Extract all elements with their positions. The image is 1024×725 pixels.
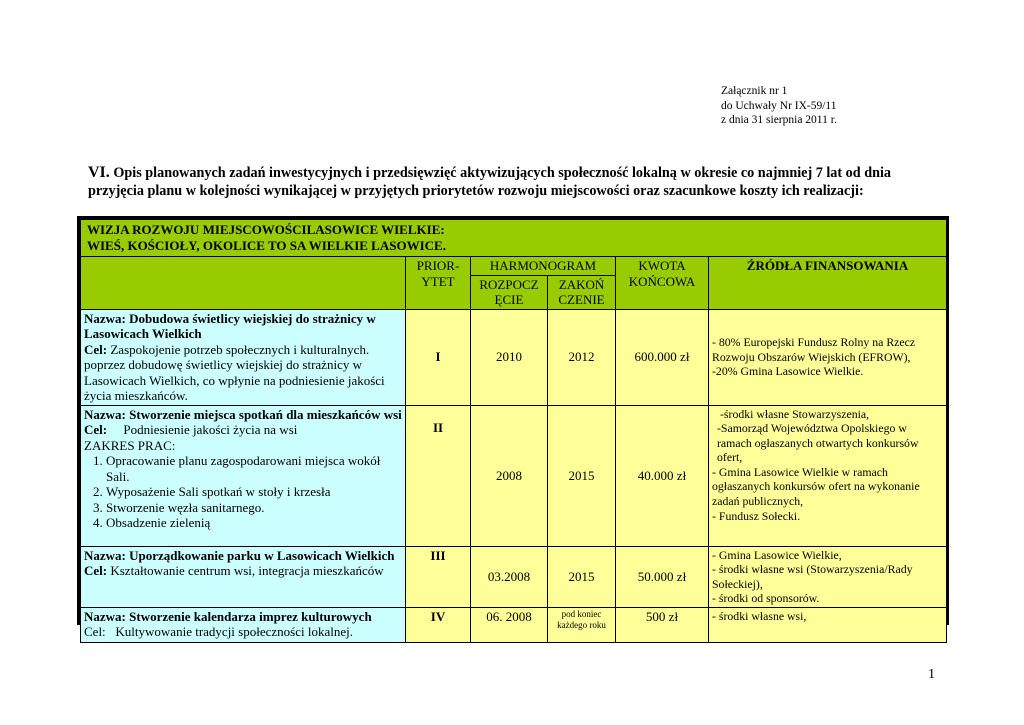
task-priority: II	[406, 405, 471, 546]
source-line: - 80% Europejski Fundusz Rolny na Rzecz Rozwoju Obszarów Wiejskich (EFROW),	[712, 335, 916, 364]
attachment-line-1: Załącznik nr 1	[721, 85, 788, 97]
source-line: - Fundusz Sołecki.	[712, 508, 801, 523]
list-item: 4. Obsadzenie zielenią	[106, 515, 402, 531]
task-description	[81, 607, 406, 642]
source-line: - środki własne wsi,	[712, 608, 807, 623]
tasks-table	[77, 216, 949, 640]
name-label: Nazwa:	[84, 608, 126, 624]
task-sources	[709, 607, 947, 642]
task-sources	[709, 309, 947, 405]
goal-label: Cel:	[84, 422, 108, 437]
source-line: -środki własne Stowarzyszenia,	[720, 406, 870, 421]
section-title: Opis planowanych zadań inwestycyjnych i przedsięwzięć aktywizujących społeczność lokalną w okresie co najmniej 7 lat od dnia przyjęcia planu w kolejności wynikającej w przyjętych priorytetów rozwoju miejscowości oraz szacunkowe koszty ich realizacji:	[88, 165, 892, 199]
task-name: Stworzenie kalendarza imprez kulturowych	[129, 608, 372, 624]
page-number: 1	[928, 667, 935, 682]
task-description	[81, 546, 406, 607]
task-name: Uporządkowanie parku w Lasowicach Wielkich	[129, 547, 395, 563]
task-start: 2008	[471, 405, 548, 546]
scope-label: ZAKRES PRAC:	[84, 437, 176, 453]
header-start: ROZPOCZ ĘCIE	[471, 275, 548, 309]
header-end: ZAKOŃ CZENIE	[548, 275, 616, 309]
list-item: 2. Wyposażenie Sali spotkań w stoły i krzesła	[106, 484, 402, 500]
goal-label: Cel:	[84, 341, 108, 357]
task-start: 2010	[471, 309, 548, 405]
task-description	[81, 309, 406, 405]
section-number: VI.	[88, 164, 110, 181]
source-line: - Gmina Lasowice Wielkie,	[712, 547, 842, 562]
source-line: - Gmina Lasowice Wielkie w ramach ogłaszanych konkursów ofert na wykonanie zadań publicznych,	[712, 464, 920, 509]
name-label: Nazwa:	[84, 547, 126, 563]
table-row	[81, 405, 947, 546]
goal-label: Cel:	[84, 624, 106, 640]
task-sources	[709, 546, 947, 607]
name-label: Nazwa:	[84, 310, 126, 326]
attachment-line-2: do Uchwały Nr IX-59/11	[721, 99, 837, 112]
list-item: 1. Opracowanie planu zagospodarowani miejsca wokół Sali.	[106, 453, 402, 484]
attachment-line-3: z dnia 31 sierpnia 2011 r.	[721, 114, 837, 126]
task-goal: Kultywowanie tradycji społeczności lokalnej.	[115, 624, 353, 640]
vision-row	[81, 220, 947, 257]
task-goal: Podniesienie jakości życia na wsi	[123, 422, 298, 437]
task-start: 03.2008	[471, 546, 548, 607]
task-end: 2012	[548, 309, 616, 405]
task-priority: III	[406, 546, 471, 607]
task-amount: 50.000 zł	[616, 546, 709, 607]
task-goal: Zaspokojenie potrzeb społecznych i kulturalnych. poprzez dobudowę świetlicy wiejskiej do strażnicy w Lasowicach Wielkich, co wpłynie na podniesienie jakości życia mieszkańców.	[84, 341, 385, 403]
task-start: 06. 2008	[471, 607, 548, 642]
table-row	[81, 546, 947, 607]
header-priority: PRIOR- YTET	[406, 257, 471, 310]
attachment-note	[721, 84, 837, 128]
task-priority: I	[406, 309, 471, 405]
task-description	[81, 405, 406, 546]
table-row	[81, 607, 947, 642]
header-sources: ŹRÓDŁA FINANSOWANIA	[709, 257, 947, 310]
scope-list	[84, 453, 402, 531]
task-end: pod koniec każdego roku	[548, 607, 616, 642]
header-row-1	[81, 257, 947, 276]
vision-line-1: WIZJA ROZWOJU MIEJSCOWOŚCILASOWICE WIELKIE:	[87, 222, 445, 237]
list-item: 3. Stworzenie węzła sanitarnego.	[106, 500, 402, 516]
task-sources	[709, 405, 947, 546]
task-name: Stworzenie miejsca spotkań dla mieszkańców wsi	[129, 406, 402, 422]
name-label: Nazwa:	[84, 406, 126, 422]
task-amount: 600.000 zł	[616, 309, 709, 405]
task-amount: 500 zł	[616, 607, 709, 642]
section-heading	[88, 164, 948, 200]
source-line: - środki własne wsi (Stowarzyszenia/Rady Sołeckiej),	[712, 562, 913, 591]
task-amount: 40.000 zł	[616, 405, 709, 546]
header-blank	[81, 257, 406, 310]
source-line: -20% Gmina Lasowice Wielkie.	[712, 364, 864, 379]
vision-line-2: WIEŚ, KOŚCIOŁY, OKOLICE TO SA WIELKIE LASOWICE.	[87, 237, 446, 253]
task-goal: Kształtowanie centrum wsi, integracja mieszkańców	[110, 563, 384, 578]
task-end: 2015	[548, 546, 616, 607]
table-row	[81, 309, 947, 405]
source-line: - środki od sponsorów.	[712, 591, 820, 606]
task-end: 2015	[548, 405, 616, 546]
source-line: -Samorząd Województwa Opolskiego w ramach ogłaszanych otwartych konkursów ofert,	[717, 421, 919, 465]
task-priority: IV	[406, 607, 471, 642]
goal-label: Cel:	[84, 563, 108, 578]
task-name: Dobudowa świetlicy wiejskiej do strażnicy w Lasowicach Wielkich	[84, 310, 376, 341]
header-amount: KWOTA KOŃCOWA	[616, 257, 709, 310]
header-schedule: HARMONOGRAM	[471, 257, 616, 276]
